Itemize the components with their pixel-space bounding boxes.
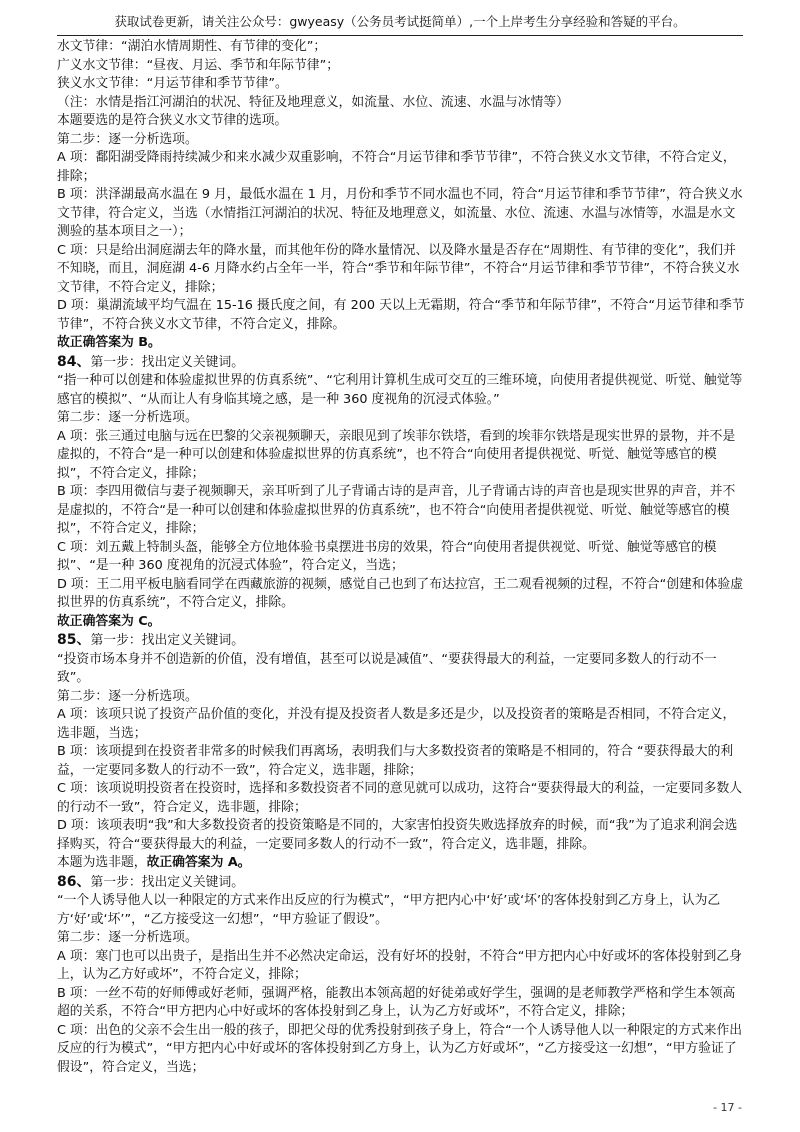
- page-content: [57, 38, 745, 1077]
- option-d: D 项：王二用平板电脑看同学在西藏旅游的视频，感觉自己也到了布达拉宫，王二观看视频的过程，不符合“创建和体验虚拟世界的仿真系统”，不符合定义，排除。: [57, 576, 743, 610]
- answer-prefix: 本题为选非题，: [57, 855, 147, 870]
- option-d: D 项：巢湖流域平均气温在 15-16 摄氏度之间，有 200 天以上无霜期，符合“季节和年际节律”，不符合“月运节律和季节节律”，不符合狭义水文节律，不符合定义，排除。: [57, 298, 745, 332]
- option-a: A 项：鄱阳湖受降雨持续减少和来水减少双重影响，不符合“月运节律和季节节律”，不符合狭义水文节律，不符合定义，排除；: [57, 150, 736, 184]
- answer-text: 故正确答案为 A。: [146, 855, 251, 870]
- option-b: B 项：该项提到在投资者非常多的时候我们再离场，表明我们与大多数投资者的策略是不相同的，符合 “要获得最大的利益，一定要同多数人的行动不一致”，符合定义，选非题，排除；: [57, 744, 734, 778]
- question-number: 86、: [57, 873, 91, 890]
- step-one: 第一步：找出定义关键词。: [90, 633, 245, 648]
- option-c: C 项：刘五戴上特制头盔，能够全方位地体验书桌摆进书房的效果，符合“向使用者提供视觉、听觉、触觉等感官的模拟”、“是一种 360 度视角的沉浸式体验”，符合定义，当选；: [57, 539, 717, 573]
- question-number: 85、: [57, 632, 91, 648]
- option-a: A 项：该项只说了投资产品价值的变化，并没有提及投资者人数是多还是少，以及投资者的策略是否相同，不符合定义，选非题，当选；: [57, 707, 736, 741]
- question-number: 84、: [57, 353, 91, 370]
- keywords: “指一种可以创建和体验虚拟世界的仿真系统”、“它利用计算机生成可交互的三维环境，向使用者提供视觉、听觉、触觉等感官的模拟”、“从而让人有身临其境之感，是一种 360 度视角的沉浸式体验。”: [57, 373, 743, 407]
- text-line: 狭义水文节律：“月运节律和季节节律”。: [57, 76, 288, 91]
- page-number: - 17 -: [713, 1101, 742, 1114]
- keywords: “一个人诱导他人以一种限定的方式来作出反应的行为模式”，“甲方把内心中‘好’或‘坏’的客体投射到乙方身上，认为乙方‘好’或‘坏’”，“乙方接受这一幻想”，“甲方验证了假设”。: [57, 893, 721, 927]
- answer-84: 故正确答案为 C。: [57, 613, 161, 629]
- answer-85: [57, 854, 745, 873]
- keywords: “投资市场本身并不创造新的价值，没有增值，甚至可以说是减值”、“要获得最大的利益，一定要同多数人的行动不一致”。: [57, 651, 717, 685]
- question-86-heading: [57, 873, 745, 893]
- answer-83: 故正确答案为 B。: [57, 335, 161, 350]
- option-c: C 项：该项说明投资者在投资时，选择和多数投资者不同的意见就可以成功，这符合“要获得最大的利益，一定要同多数人的行动不一致”，符合定义，选非题，排除；: [57, 781, 743, 815]
- step-two: 第二步：逐一分析选项。: [57, 688, 198, 704]
- option-c: C 项：只是给出洞庭湖去年的降水量，而其他年份的降水量情况、以及降水量是否存在“周期性、有节律的变化”，我们并不知晓，而且，洞庭湖 4-6 月降水约占全年一半，符合“季节和年际节律”，不符合“月运节律和季节节律”，不符合狭义水文节律，不符合定义，排除；: [57, 242, 740, 295]
- header-divider: [57, 35, 743, 36]
- step-one: 第一步：找出定义关键词。: [90, 874, 245, 890]
- step-two: 第二步：逐一分析选项。: [57, 930, 198, 945]
- text-line: 本题要选的是符合狭义水文节律的选项。: [57, 113, 288, 128]
- option-b: B 项：洪泽湖最高水温在 9 月，最低水温在 1 月，月份和季节不同水温也不同，符合“月运节律和季节节律”，符合狭义水文节律，符合定义，当选（水情指江河湖泊的状况、特征及地理意义，如流量、水位、流速、水温与冰情等，水温是水文测验的基本项目之一）；: [57, 187, 743, 239]
- text-line: 第二步：逐一分析选项。: [57, 131, 198, 147]
- page-header: 获取试卷更新，请关注公众号：gwyeasy（公务员考试挺简单）,一个上岸考生分享经验和答疑的平台。: [114, 14, 686, 29]
- step-one: 第一步：找出定义关键词。: [90, 354, 245, 370]
- step-two: 第二步：逐一分析选项。: [57, 410, 198, 425]
- option-a: A 项：张三通过电脑与远在巴黎的父亲视频聊天，亲眼见到了埃菲尔铁塔，看到的埃菲尔铁塔是现实世界的景物，并不是虚拟的，不符合“是一种可以创建和体验虚拟世界的仿真系统”，也不符合“向使用者提供视觉、听觉、触觉等感官的模拟”，不符合定义，排除；: [57, 428, 736, 481]
- question-84-heading: [57, 353, 745, 373]
- option-b: B 项：李四用微信与妻子视频聊天，亲耳听到了儿子背诵古诗的是声音，儿子背诵古诗的声音也是现实世界的声音，并不是虚拟的，不符合“是一种可以创建和体验虚拟世界的仿真系统”，也不符合“向使用者提供视觉、听觉、触觉等感官的模拟”，不符合定义，排除；: [57, 484, 736, 536]
- option-b: B 项：一丝不苟的好师傅或好老师，强调严格，能教出本领高超的好徒弟或好学生，强调的是老师教学严格和学生本领高超的关系，不符合“甲方把内心中好或坏的客体投射到乙身上，认为乙方好或坏”，不符合定义，排除；: [57, 985, 736, 1019]
- option-c: C 项：出色的父亲不会生出一般的孩子，即把父母的优秀投射到孩子身上，符合“一个人诱导他人以一种限定的方式来作出反应的行为模式”，“甲方把内心中好或坏的客体投射到乙方身上，认为乙方好或坏”，“乙方接受这一幻想”，“甲方验证了假设”，符合定义，当选；: [57, 1022, 743, 1075]
- text-line: 水文节律：“湖泊水情周期性、有节律的变化”；: [57, 39, 327, 54]
- text-line: 广义水文节律：“昼夜、月运、季节和年际节律”；: [57, 57, 339, 73]
- option-d: D 项：该项表明“我”和大多数投资者的投资策略是不同的，大家害怕投资失败选择放弃的时候，而“我”为了追求利润会选择购买，符合“要获得最大的利益，一定要同多数人的行动不一致”，符合定义，选非题，排除。: [57, 818, 738, 852]
- text-line: （注：水情是指江河湖泊的状况、特征及地理意义，如流量、水位、流速、水温与冰情等）: [57, 94, 569, 110]
- question-85-heading: [57, 631, 745, 651]
- option-a: A 项：寒门也可以出贵子，是指出生并不必然决定命运，没有好坏的投射，不符合“甲方把内心中好或坏的客体投射到乙身上，认为乙方好或坏”，不符合定义，排除；: [57, 948, 742, 982]
